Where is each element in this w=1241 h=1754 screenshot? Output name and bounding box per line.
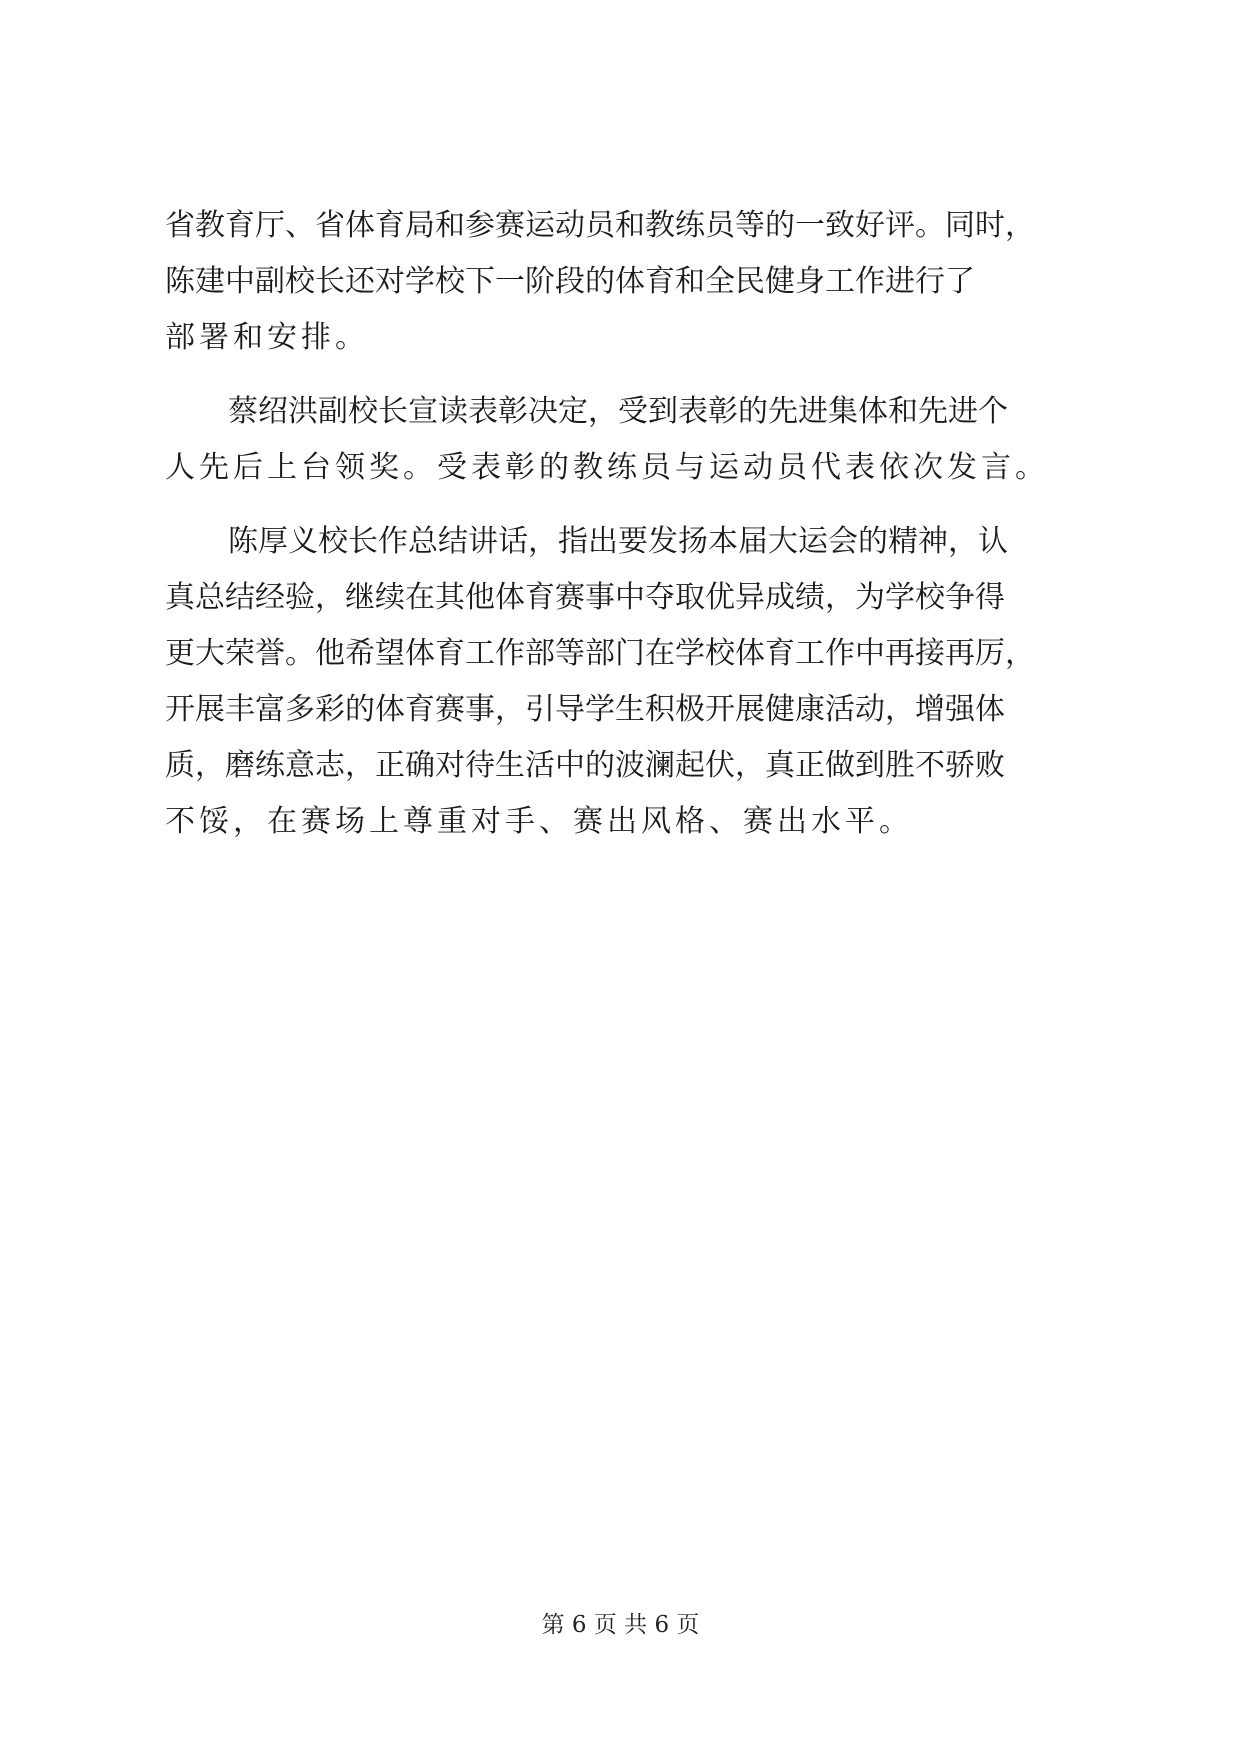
text-line: 省教育厅、省体育局和参赛运动员和教练员等的一致好评。同时， bbox=[165, 208, 1035, 243]
text-line: 陈建中副校长还对学校下一阶段的体育和全民健身工作进行了 bbox=[165, 264, 975, 299]
document-body bbox=[165, 198, 1080, 850]
paragraph-spacer bbox=[165, 366, 1080, 384]
paragraph-1 bbox=[165, 198, 1080, 366]
text-line: 更大荣誉。他希望体育工作部等部门在学校体育工作中再接再厉， bbox=[165, 636, 1035, 671]
text-line: 蔡绍洪副校长宣读表彰决定，受到表彰的先进集体和先进个 bbox=[228, 394, 1008, 429]
page-number-footer: 第 6 页 共 6 页 bbox=[541, 1612, 700, 1638]
text-line: 开展丰富多彩的体育赛事，引导学生积极开展健康活动，增强体 bbox=[165, 692, 1005, 727]
text-line: 陈厚义校长作总结讲话，指出要发扬本届大运会的精神，认 bbox=[228, 524, 1008, 559]
text-line: 部署和安排。 bbox=[165, 320, 369, 355]
text-line: 不馁，在赛场上尊重对手、赛出风格、赛出水平。 bbox=[165, 804, 913, 839]
paragraph-spacer bbox=[165, 496, 1080, 514]
text-line: 质，磨练意志，正确对待生活中的波澜起伏，真正做到胜不骄败 bbox=[165, 748, 1005, 783]
text-line: 人先后上台领奖。受表彰的教练员与运动员代表依次发言。 bbox=[165, 450, 1049, 485]
paragraph-2 bbox=[165, 384, 1080, 496]
paragraph-3 bbox=[165, 514, 1080, 850]
text-line: 真总结经验，继续在其他体育赛事中夺取优异成绩，为学校争得 bbox=[165, 580, 1005, 615]
